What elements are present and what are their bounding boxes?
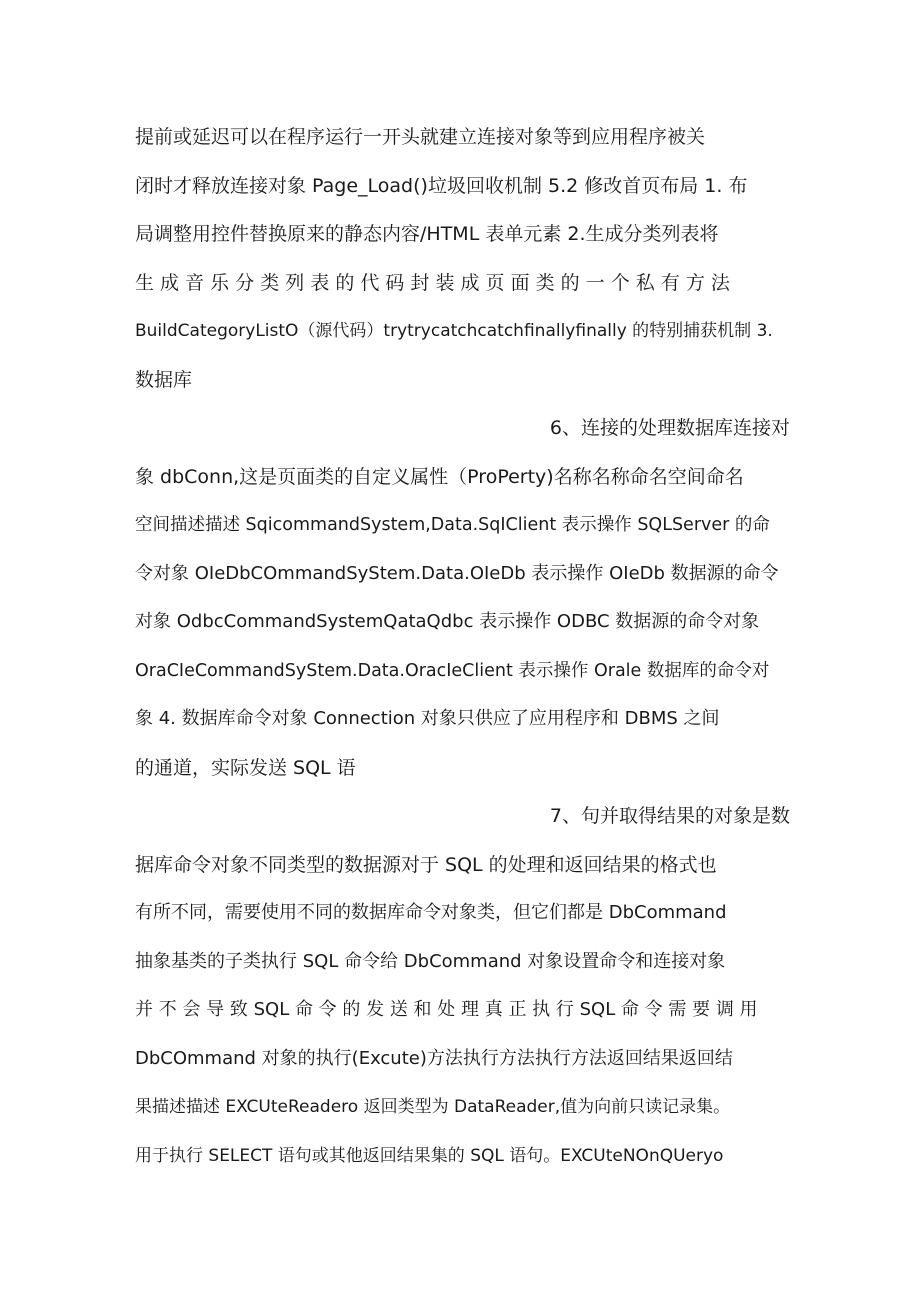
- paragraph-1-line-3: 局调整用控件替换原来的静态内容/HTML 表单元素 2.生成分类列表将: [135, 223, 719, 245]
- paragraph-3-line-7: 用于执行 SELECT 语句或其他返回结果集的 SQL 语句。EXCUteNOnQUeryo: [135, 1145, 724, 1166]
- paragraph-2-heading: 6、连接的处理数据库连接对: [549, 417, 790, 439]
- paragraph-3-line-6: 果描述描述 EXCUteReadero 返回类型为 DataReader,值为向前只读记录集。: [135, 1097, 731, 1117]
- paragraph-2-line-7: 的通道，实际发送 SQL 语: [135, 756, 356, 779]
- paragraph-3-line-2: 有所不同，需要使用不同的数据库命令对象类，但它们都是 DbCommand: [135, 902, 727, 923]
- paragraph-3-line-5: DbCOmmand 对象的执行(Excute)方法执行方法执行方法返回结果返回结: [135, 1047, 733, 1069]
- paragraph-2-line-2: 空间描述描述 SqicommandSystem,Data.SqIClient 表示操作 SQLServer 的命: [135, 515, 770, 535]
- paragraph-1-line-5: BuildCategoryListO（源代码）trytrycatchcatchfinallyfinally 的特别捕获机制 3.: [135, 321, 773, 341]
- paragraph-3-line-4: 并 不 会 导 致 SQL 命 令 的 发 送 和 处 理 真 正 执 行 SQL 命 令 需 要 调 用: [135, 999, 758, 1020]
- paragraph-1-line-6: 数据库: [135, 368, 193, 391]
- paragraph-2-line-1: 象 dbConn,这是页面类的自定义属性（ProPerty)名称名称命名空间命名: [135, 465, 744, 488]
- paragraph-2: [135, 404, 790, 792]
- paragraph-2-line-6: 象 4. 数据库命令对象 Connection 对象只供应了应用程序和 DBMS 之间: [135, 708, 720, 729]
- paragraph-3-heading: 7、句并取得结果的对象是数: [549, 805, 790, 827]
- paragraph-3-line-3: 抽象基类的子类执行 SQL 命令给 DbCommand 对象设置命令和连接对象: [135, 950, 726, 972]
- paragraph-2-line-4: 对象 OdbcCommandSystemQataQdbc 表示操作 ODBC 数据源的命令对象: [135, 611, 760, 632]
- paragraph-1-line-2: 闭时才释放连接对象 Page_Load()垃圾回收机制 5.2 修改首页布局 1. 布: [135, 174, 748, 197]
- paragraph-1-line-4: 生 成 音 乐 分 类 列 表 的 代 码 封 装 成 页 面 类 的 一 个 私 有 方 法: [135, 271, 730, 294]
- paragraph-2-line-3: 令对象 OIeDbCOmmandSyStem.Data.OIeDb 表示操作 OIeDb 数据源的命令: [135, 562, 779, 584]
- paragraph-3-line-1: 据库命令对象不同类型的数据源对于 SQL 的处理和返回结果的格式也: [135, 853, 717, 876]
- paragraph-1-line-1: 提前或延迟可以在程序运行一开头就建立连接对象等到应用程序被关: [135, 126, 706, 148]
- paragraph-1: [135, 113, 790, 404]
- paragraph-3: [135, 792, 790, 1180]
- paragraph-2-line-5: OraCIeCommandSyStem.Data.OracIeClient 表示操作 Orale 数据库的命令对: [135, 660, 770, 681]
